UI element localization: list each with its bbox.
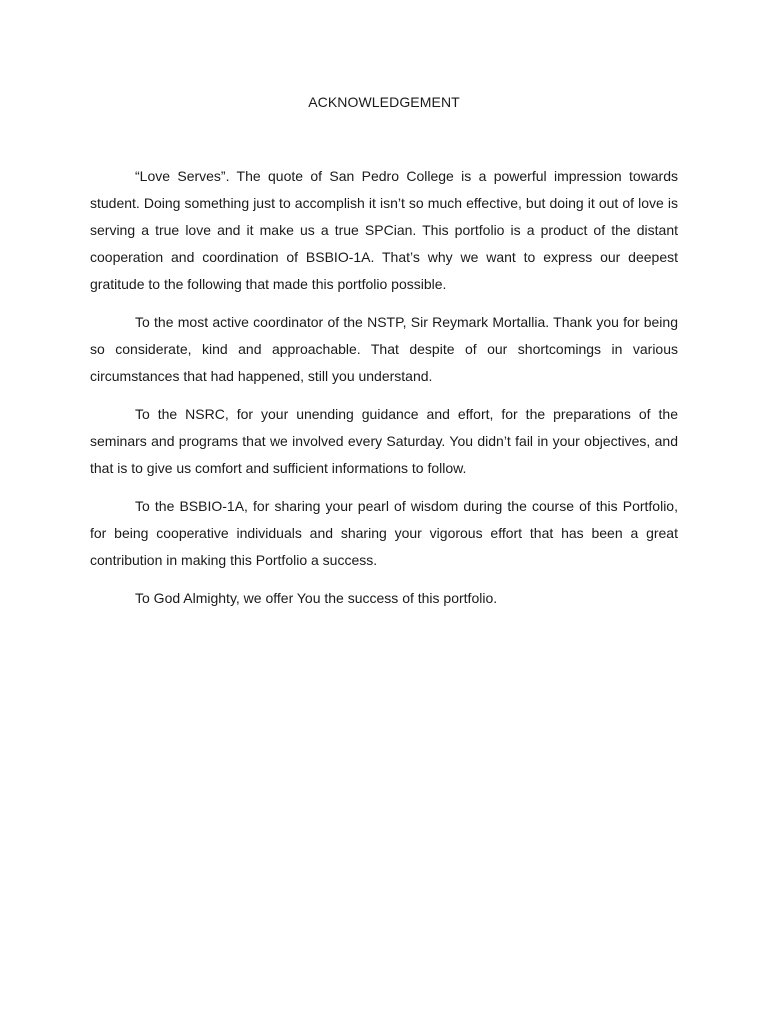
paragraph-bsbio: To the BSBIO-1A, for sharing your pearl of wisdom during the course of this Portfolio, for being cooperative individuals and sharing your vigorous effort that has been a great contribution in making this Portfolio a success. <box>90 498 678 568</box>
paragraph-nsrc: To the NSRC, for your unending guidance and effort, for the preparations of the seminars and programs that we involved every Saturday. You didn’t fail in your objectives, and that is to give us comfort and sufficient informations to follow. <box>90 406 678 476</box>
document-body <box>90 163 678 623</box>
paragraph-god: To God Almighty, we offer You the success of this portfolio. <box>135 590 498 606</box>
paragraph-coordinator: To the most active coordinator of the NSTP, Sir Reymark Mortallia. Thank you for being so considerate, kind and approachable. That despite of our shortcomings in various circumstances that had happened, still you understand. <box>90 314 678 384</box>
paragraph-intro: “Love Serves”. The quote of San Pedro College is a powerful impression towards student. Doing something just to accomplish it isn’t so much effective, but doing it out of love is serving a true love and it make us a true SPCian. This portfolio is a product of the distant cooperation and coordination of BSBIO-1A. That’s why we want to express our deepest gratitude to the following that made this portfolio possible. <box>90 168 678 292</box>
document-title: ACKNOWLEDGEMENT <box>308 94 460 110</box>
